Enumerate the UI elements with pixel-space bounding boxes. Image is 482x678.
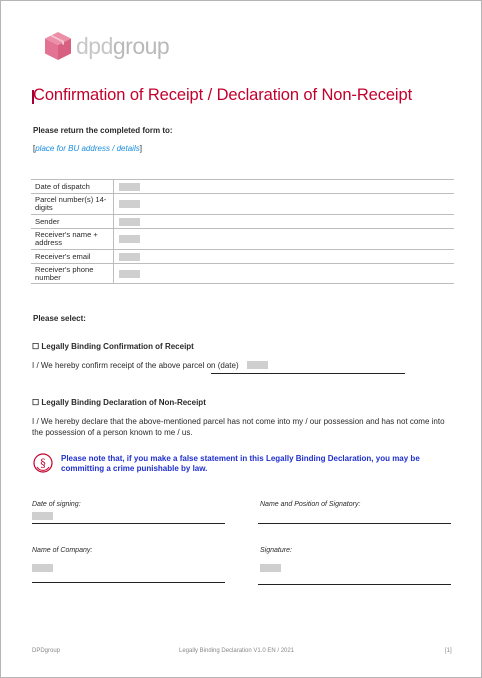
false-statement-warning: Please note that, if you make a false statement in this Legally Binding Declaration, you may be committing a crime punishable by law. bbox=[61, 454, 420, 473]
table-row bbox=[31, 180, 454, 194]
signature-label: Signature: bbox=[260, 547, 292, 554]
dpd-logo bbox=[44, 31, 169, 61]
table-row bbox=[31, 264, 454, 284]
address-placeholder-link[interactable]: place for BU address / details bbox=[35, 144, 140, 153]
return-label: Please return the completed form to: bbox=[33, 126, 173, 135]
shipment-info-table bbox=[31, 179, 454, 284]
footer-page-number: [1] bbox=[445, 648, 452, 654]
confirmation-checkbox-option[interactable]: ☐ Legally Binding Confirmation of Receipt bbox=[32, 342, 194, 351]
parcel-cube-icon bbox=[44, 31, 72, 61]
date-of-signing-field[interactable] bbox=[32, 512, 53, 520]
row-label-date-of-dispatch: Date of dispatch bbox=[31, 180, 114, 194]
svg-text:§: § bbox=[40, 456, 46, 470]
name-position-line bbox=[258, 523, 451, 524]
non-receipt-statement-line1: I / We hereby declare that the above-mentioned parcel has not come into my / our possession and has not come into bbox=[32, 417, 445, 426]
page-title: Confirmation of Receipt / Declaration of Non-Receipt bbox=[33, 86, 413, 104]
receiver-phone-field[interactable] bbox=[114, 264, 455, 284]
company-name-field[interactable] bbox=[32, 564, 53, 572]
date-of-signing-line bbox=[32, 523, 225, 524]
signature-field[interactable] bbox=[260, 564, 281, 572]
return-address: [place for BU address / details] bbox=[33, 144, 142, 153]
date-of-dispatch-field[interactable] bbox=[114, 180, 455, 194]
date-of-signing-label: Date of signing: bbox=[32, 501, 81, 508]
confirmation-statement: I / We hereby confirm receipt of the above parcel on (date) bbox=[32, 361, 239, 370]
row-label-receiver-email: Receiver's email bbox=[31, 250, 114, 264]
receipt-date-field[interactable] bbox=[247, 361, 268, 369]
table-row bbox=[31, 229, 454, 250]
select-label: Please select: bbox=[33, 314, 86, 323]
non-receipt-statement-line2: the possession of a person known to me / us. bbox=[32, 428, 193, 437]
company-name-label: Name of Company: bbox=[32, 547, 93, 554]
logo-wordmark: dpdgroup bbox=[76, 32, 170, 59]
company-name-line bbox=[32, 582, 225, 583]
row-label-sender: Sender bbox=[31, 215, 114, 229]
footer-document-version: Legally Binding Declaration V1.0 EN / 2021 bbox=[179, 648, 295, 654]
table-row bbox=[31, 194, 454, 215]
row-label-parcel-number: Parcel number(s) 14-digits bbox=[31, 194, 114, 215]
receiver-name-field[interactable] bbox=[114, 229, 455, 250]
name-position-label: Name and Position of Signatory: bbox=[260, 501, 361, 508]
sender-field[interactable] bbox=[114, 215, 455, 229]
row-label-receiver-phone: Receiver's phone number bbox=[31, 264, 114, 284]
parcel-number-field[interactable] bbox=[114, 194, 455, 215]
signature-line bbox=[258, 584, 451, 585]
legal-section-icon bbox=[33, 453, 53, 473]
row-label-receiver-name: Receiver's name + address bbox=[31, 229, 114, 250]
receiver-email-field[interactable] bbox=[114, 250, 455, 264]
footer-company: DPDgroup bbox=[32, 648, 61, 654]
receipt-date-line bbox=[211, 373, 405, 374]
table-row bbox=[31, 250, 454, 264]
table-row bbox=[31, 215, 454, 229]
non-receipt-checkbox-option[interactable]: ☐ Legally Binding Declaration of Non-Receipt bbox=[32, 398, 206, 407]
